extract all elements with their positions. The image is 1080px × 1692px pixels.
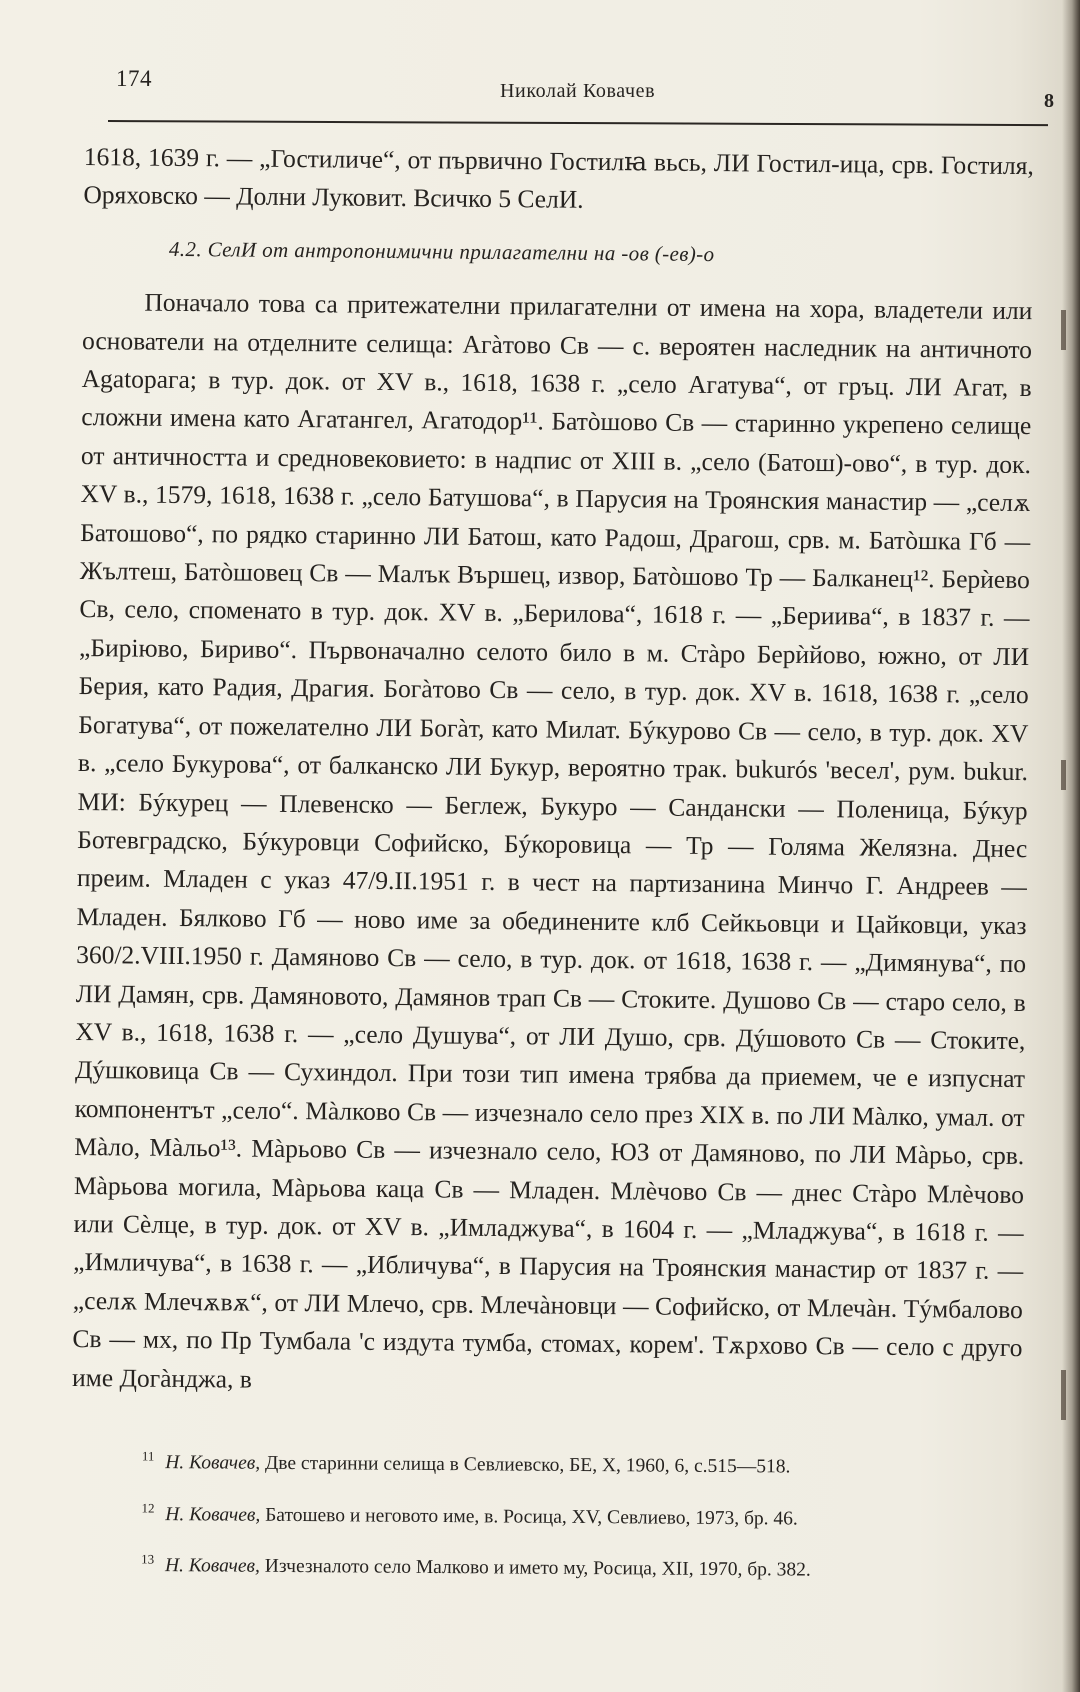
- footnote: [80, 1438, 1030, 1486]
- header-rule: [108, 120, 1048, 126]
- opening-paragraph: 1618, 1639 г. — „Гостиличе“, от първично Гостилꙗ вьсь, ЛИ Гостил-ица, срв. Гостиля, Оряховско — Долни Луковит. Всичко 5 СелИ.: [83, 141, 1034, 215]
- running-head: Николай Ковачев: [500, 80, 656, 102]
- page-edge-mark: [1061, 310, 1066, 350]
- page-header: [116, 62, 1054, 112]
- footnotes: [79, 1438, 1030, 1599]
- footnote-author: Н. Ковачев,: [165, 1452, 261, 1474]
- page-edge-shadow: [1062, 0, 1080, 1692]
- footnote-author: Н. Ковачев,: [164, 1555, 260, 1577]
- page-edge-mark: [1061, 760, 1066, 790]
- footnote: [79, 1541, 1029, 1589]
- footnote-number: 13: [141, 1551, 155, 1567]
- main-paragraph: Поначало това са притежателни прилагателни от имена на хора, владетели или основатели на отделните селища: Агàтово Св — с. вероятен наследник на античното Agatорага; в тур. док. от XV в., 1618, 1638 г. „село Агатува“, от гръц. ЛИ Агат, в сложни имена като Агатангел, Агатодор¹¹. Батòшово Св — старинно укрепено селище от античността и средновековието: в надпис от XIII в. „село (Батош)-ово“, в тур. док. XV в., 1579, 1618, 1638 г. „село Батушова“, в Парусия на Троянския манастир — „селѫ Батошово“, по рядко старинно ЛИ Батош, като Радош, Драгош, срв. м. Батòшка Гб — Жълтеш, Батòшовец Св — Малък Вършец, извор, Батòшово Тр — Балканец¹². Берѝево Св, село, споменато в тур. док. XV в. „Берилова“, 1618 г. — „Бериива“, в 1837 г. — „Бирiюво, Бириво“. Първоначално селото било в м. Стàро Берѝйово, южно, от ЛИ Берия, като Радия, Драгия. Богàтово Св — село, в тур. док. XV в. 1618, 1638 г. „село Богатува“, от пожелателно ЛИ Богàт, като Милат. Бýкурово Св — село, в тур. док. XV в. „село Букурова“, от балканско ЛИ Букур, вероятно трак. bukurós 'весел', рум. bukur. МИ: Бýкурец — Плевенско — Беглеж, Букуро — Сандански — Поленица, Бýкур Ботевградско, Бýкуровци Софийско, Бýкоровица — Тр — Голяма Желязна. Днес преим. Младен с указ 47/9.II.1951 г. в чест на партизанина Минчо Г. Андреев — Младен. Бялково Гб — ново име за обединените клб Сейкьовци и Цайковци, указ 360/2.VIII.1950 г. Дамяново Св — село, в тур. док. от 1618, 1638 г. — „Димянува“, по ЛИ Дамян, срв. Дамяновото, Дамянов трап Св — Стоките. Душово Св — старо село, в XV в., 1618, 1638 г. — „село Душува“, от ЛИ Душо, срв. Дýшовото Св — Стоките, Дýшковица Св — Сухиндол. При този тип имена трябва да приемем, че е изпуснат компонентът „село“. Мàлково Св — изчезнало село през XIX в. по ЛИ Мàлко, умал. от Мàло, Мàльо¹³. Мàрьово Св — изчезнало село, ЮЗ от Дамяново, по ЛИ Мàрьо, срв. Мàрьова могила, Мàрьова каца Св — Младен. Млѐчово Св — днес Стàро Млѐчово или Сѐлце, в тур. док. от XV в. „Имладжува“, в 1604 г. — „Младжува“, в 1618 г. — „Имличува“, в 1638 г. — „Ибличува“, в Парусия на Троянския манастир от 1837 г. — „селѫ Млечѫвѫ“, от ЛИ Млечо, срв. Млечàновци — Софийско, от Млечàн. Тýмбалово Св — мх, по Пр Тумбала 'с издута тумба, стомах, корем'. Тѫрхово Св — село с друго име Догàнджа, в: [71, 287, 1033, 1394]
- corner-mark: 8: [1044, 90, 1054, 112]
- page-number: 174: [116, 66, 152, 91]
- section-title: 4.2. СелИ от антропонимични прилагателни на -ов (-ев)-о: [168, 236, 715, 266]
- footnote-text: Батошево и неговото име, в. Росица, XV, Севлиево, 1973, бр. 46.: [265, 1504, 798, 1530]
- footnote: [79, 1489, 1029, 1537]
- footnote-text: Изчезналото село Малково и името му, Росица, XII, 1970, бр. 382.: [264, 1555, 811, 1581]
- main-text: [72, 138, 1034, 1406]
- footnote-author: Н. Ковачев,: [165, 1503, 261, 1526]
- footnote-number: 11: [141, 1448, 155, 1464]
- footnote-number: 12: [141, 1499, 155, 1516]
- footnote-text: Две старинни селища в Севлиевско, БЕ, X, 1960, 6, с.515—518.: [264, 1452, 791, 1478]
- page-edge-mark: [1061, 1370, 1066, 1420]
